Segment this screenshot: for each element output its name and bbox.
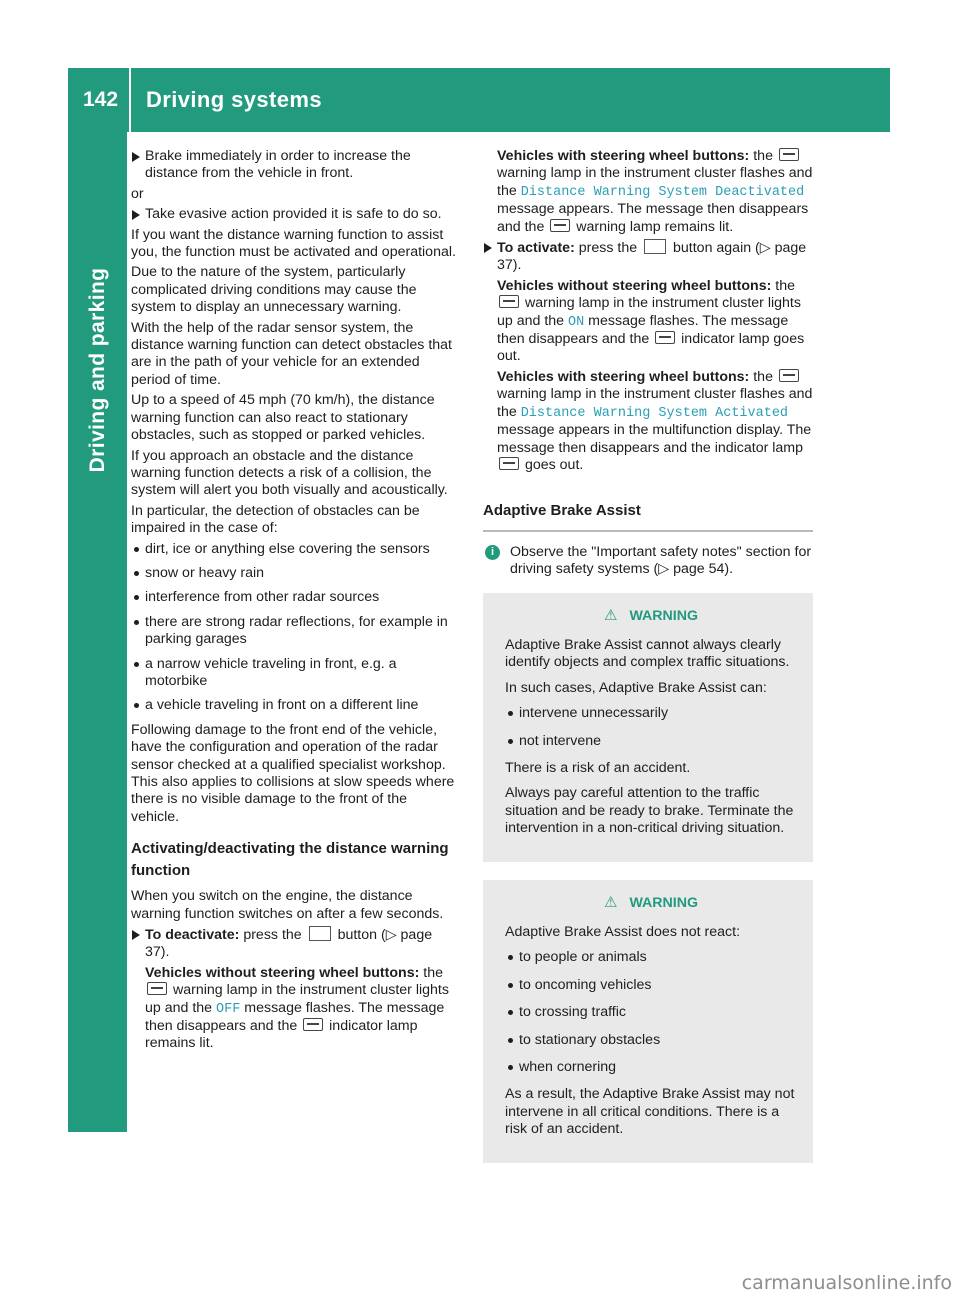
or-text: or — [131, 185, 144, 202]
deactivate-label: To deactivate: — [145, 927, 240, 944]
warning-box — [483, 593, 813, 862]
warning-lamp-icon — [303, 1018, 323, 1031]
instruction-step: Brake immediately in order to increase the distance from the vehicle in front. — [131, 148, 459, 183]
warning-lamp-icon — [779, 369, 799, 382]
step-detail: Vehicles without steering wheel buttons: the warning lamp in the instrument cluster lights up and the OFF message flashes. The message then disappears and the indicator lamp remains lit. — [145, 964, 449, 1052]
list-item: to crossing traffic — [505, 1004, 797, 1021]
list-item: not intervene — [505, 733, 797, 750]
paragraph: In particular, the detection of obstacles can be impaired in the case of: — [131, 502, 420, 537]
section-heading: Adaptive Brake Assist — [483, 502, 813, 531]
warning-lamp-icon — [147, 982, 167, 995]
paragraph: Adaptive Brake Assist does not react: — [505, 924, 741, 940]
warning-triangle-icon: ⚠ — [603, 606, 618, 624]
instruction-step: To activate: press the button again (▷ page 37). — [483, 239, 813, 275]
display-message: Distance Warning System Activated — [520, 405, 789, 421]
right-column — [483, 148, 813, 1181]
paragraph: Up to a speed of 45 mph (70 km/h), the distance warning function can also react to stationary obstacles, such as stopped or parked vehicles. — [131, 392, 435, 444]
list-item: a narrow vehicle traveling in front, e.g. a motorbike — [131, 656, 459, 691]
step-detail: Vehicles with steering wheel buttons: the warning lamp in the instrument cluster flashes and the Distance Warning System Activated message appears in the multifunction display. The message then disappears and the indicator lamp goes out. — [497, 368, 813, 473]
distance-warning-button-icon — [309, 926, 331, 941]
paragraph: Always pay careful attention to the traffic situation and be ready to brake. Terminate the intervention in a non-critical driving situation. — [505, 785, 794, 837]
warning-title: ⚠ WARNING — [603, 606, 699, 624]
paragraph: There is a risk of an accident. — [505, 759, 691, 776]
paragraph: Following damage to the front end of the vehicle, have the configuration and operation of the radar sensor checked at a qualified specialist workshop. This also applies to collisions at slow speeds where there is no visible damage to the front of the vehicle. — [131, 721, 455, 825]
paragraph: When you switch on the engine, the distance warning function switches on after a few seconds. — [131, 888, 444, 922]
display-message: Distance Warning System Deactivated — [520, 184, 805, 200]
list-item: to oncoming vehicles — [505, 977, 797, 994]
info-note: i Observe the "Important safety notes" section for driving safety systems (▷ page 54). — [483, 544, 813, 579]
paragraph: If you want the distance warning function to assist you, the function must be activated and operational. — [131, 226, 456, 261]
distance-warning-button-icon — [644, 239, 666, 254]
side-tab-label: Driving and parking — [86, 267, 109, 473]
warning-title: ⚠ WARNING — [603, 893, 699, 911]
watermark: carmanualsonline.info — [741, 1272, 952, 1294]
step-detail: Vehicles with steering wheel buttons: the warning lamp in the instrument cluster flashes and the Distance Warning System Deactivated message appears. The message then disappears and the warning lamp remains lit. — [497, 148, 813, 235]
instruction-step: To deactivate: press the button (▷ page 37). — [131, 926, 459, 962]
left-column — [131, 148, 459, 1056]
info-icon: i — [485, 545, 500, 560]
list-item: interference from other radar sources — [131, 589, 459, 606]
warning-lamp-icon — [499, 457, 519, 470]
page-title: Driving systems — [146, 87, 322, 112]
paragraph: Adaptive Brake Assist cannot always clearly identify objects and complex traffic situations. — [505, 636, 790, 671]
instruction-step: Take evasive action provided it is safe to do so. — [131, 206, 459, 223]
list-item: dirt, ice or anything else covering the sensors — [131, 541, 459, 558]
warning-triangle-icon: ⚠ — [603, 893, 618, 911]
display-message: ON — [568, 314, 585, 330]
list-item: to people or animals — [505, 949, 797, 966]
display-message: OFF — [216, 1001, 241, 1017]
list-item: to stationary obstacles — [505, 1032, 797, 1049]
warning-lamp-icon — [779, 148, 799, 161]
warning-lamp-icon — [550, 219, 570, 232]
activate-label: To activate: — [497, 240, 575, 257]
list-item: intervene unnecessarily — [505, 705, 797, 722]
paragraph: If you approach an obstacle and the distance warning function detects a risk of a collision, the system will alert you both visually and acoustically. — [131, 447, 448, 499]
paragraph: As a result, the Adaptive Brake Assist may not intervene in all critical conditions. There is a risk of an accident. — [505, 1086, 795, 1138]
subsection-heading: Activating/deactivating the distance warning function — [131, 840, 449, 880]
warning-box — [483, 880, 813, 1163]
list-item: when cornering — [505, 1059, 797, 1076]
paragraph: With the help of the radar sensor system, the distance warning function can detect obstacles that are in the path of your vehicle for an extended period of time. — [131, 319, 452, 388]
warning-lamp-icon — [655, 331, 675, 344]
paragraph: In such cases, Adaptive Brake Assist can: — [505, 679, 767, 696]
list-item: snow or heavy rain — [131, 565, 459, 582]
step-detail: Vehicles without steering wheel buttons: the warning lamp in the instrument cluster lights up and the ON message flashes. The message then disappears and the indicator lamp goes out. — [497, 277, 805, 365]
page-number: 142 — [72, 68, 131, 132]
list-item: a vehicle traveling in front on a different line — [131, 697, 459, 714]
paragraph: Due to the nature of the system, particularly complicated driving conditions may cause the system to display an unnecessary warning. — [131, 264, 417, 316]
list-item: there are strong radar reflections, for example in parking garages — [131, 614, 459, 649]
warning-lamp-icon — [499, 295, 519, 308]
page-header — [68, 68, 890, 132]
